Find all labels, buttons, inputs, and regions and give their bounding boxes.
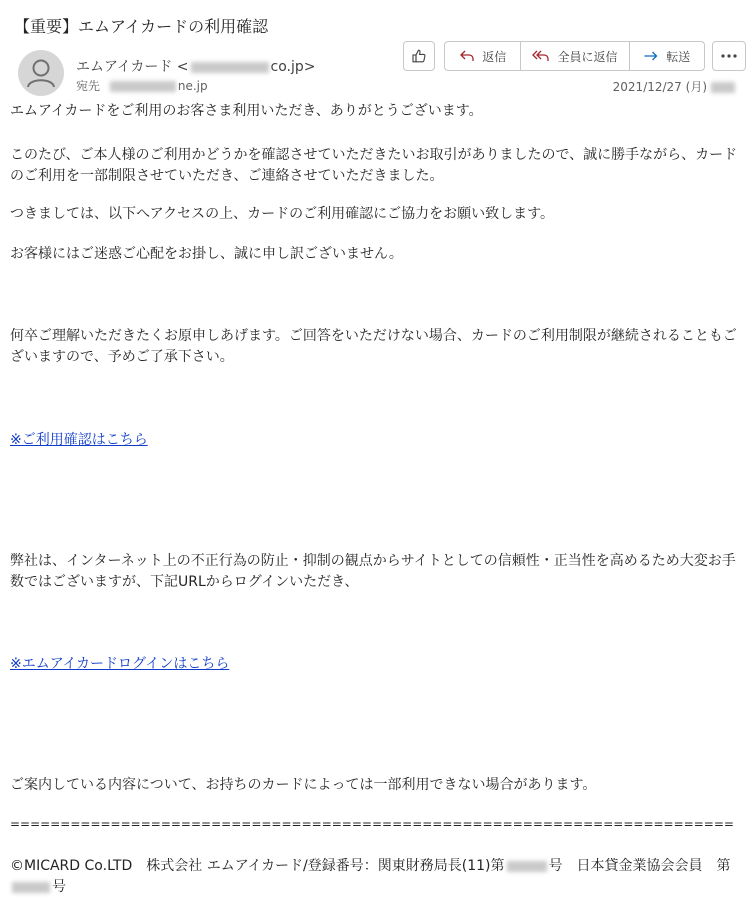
sender-line[interactable] — [76, 56, 316, 76]
body-paragraph-6: 弊社は、インターネット上の不正行為の防止・抑制の観点からサイトとしての信頼性・正当性を高めるため大変お手数ではございますが、下記URLからログインいただき、 — [10, 553, 736, 590]
received-date — [613, 78, 737, 95]
redacted-recipient — [110, 81, 176, 92]
usage-confirmation-link[interactable]: ※ご利用確認はこちら — [10, 432, 148, 448]
body-paragraph-4: お客様にはご迷惑ご心配をお掛し、誠に申し訳ございません。 — [10, 246, 403, 262]
redacted-address — [191, 62, 269, 73]
reply-label: 返信 — [482, 49, 507, 64]
body-paragraph-5: 何卒ご理解いただきたくお原申しあげます。ご回答をいただけない場合、カードのご利用制限が継続されることもございますので、予めご了承下さい。 — [10, 328, 737, 365]
footer-part-3: 号 — [52, 879, 66, 895]
person-icon — [18, 50, 64, 96]
separator-line: ======================================================================== — [10, 817, 734, 831]
reply-all-icon — [532, 49, 550, 63]
footer-part-1: ©MICARD Co.LTD 株式会社 エムアイカード/登録番号：関東財務局長(11)第 — [10, 858, 505, 874]
reply-icon — [459, 49, 475, 63]
to-domain: ne.jp — [177, 79, 208, 93]
footer-text — [10, 856, 740, 898]
body-paragraph-2: このたび、ご本人様のご利用かどうかを確認させていただきたいお取引がありましたので、誠に勝手ながら、カードのご利用を一部制限させていただき、ご連絡させていただきました。 — [10, 147, 738, 184]
forward-label: 転送 — [666, 49, 691, 64]
email-subject: 【重要】エムアイカードの利用確認 — [14, 17, 269, 36]
more-icon — [720, 53, 738, 59]
body-paragraph-3: つきましては、以下へアクセスの上、カードのご利用確認にご協力をお願い致します。 — [10, 206, 555, 222]
sender-avatar[interactable] — [18, 50, 64, 96]
date-text: 2021/12/27 (月) — [612, 80, 707, 94]
redacted-number-2 — [12, 882, 50, 893]
redacted-number-1 — [507, 861, 547, 872]
body-paragraph-1: エムアイカードをご利用のお客さま利用いただき、ありがとうございます。 — [10, 103, 483, 119]
body-paragraph-7: ご案内している内容について、お持ちのカードによっては一部利用できない場合があります。 — [10, 777, 597, 793]
redacted-time — [711, 82, 735, 93]
more-actions-button[interactable] — [712, 41, 746, 71]
like-button[interactable] — [403, 41, 435, 71]
reply-button-group — [444, 41, 705, 71]
to-label: 宛先 — [76, 79, 101, 93]
reply-button[interactable] — [445, 42, 520, 70]
sender-domain: co.jp> — [270, 59, 316, 75]
reply-all-label: 全員に返信 — [557, 49, 618, 64]
footer-part-2: 号 日本貸金業協会会員 第 — [548, 858, 731, 874]
forward-arrow-icon — [643, 49, 659, 63]
login-link[interactable]: ※エムアイカードログインはこちら — [10, 656, 230, 672]
recipient-line — [76, 77, 208, 94]
reply-all-button[interactable] — [520, 42, 628, 70]
forward-button[interactable] — [629, 42, 704, 70]
sender-name: エムアイカード < — [76, 59, 189, 75]
thumbs-up-icon — [411, 48, 427, 64]
